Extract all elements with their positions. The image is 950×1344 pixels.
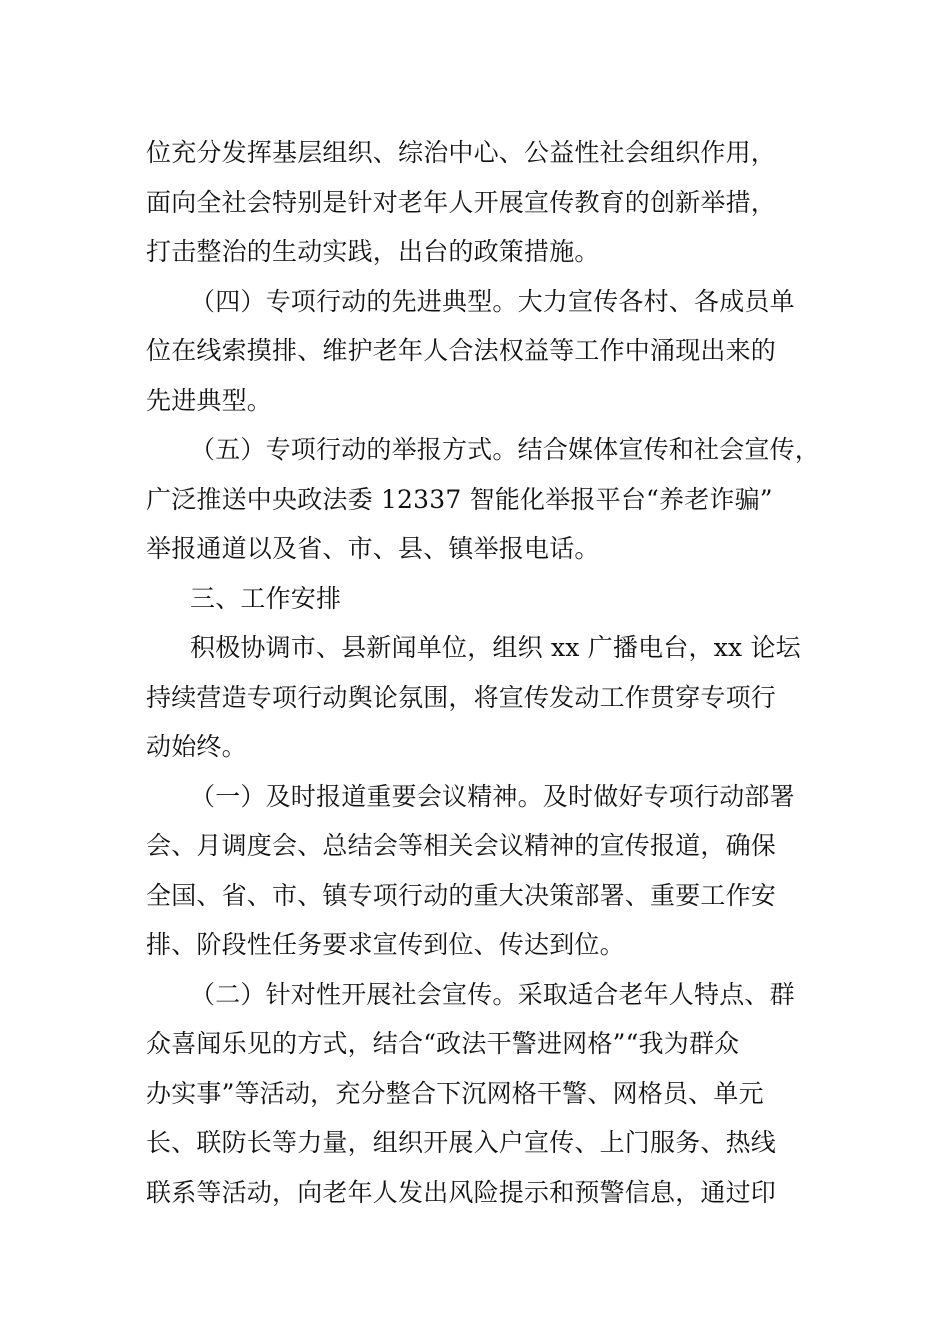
body-line: 先进典型。 (146, 385, 273, 415)
body-line: 排、阶段性任务要求宣传到位、传达到位。 (146, 930, 625, 959)
body-line: 众喜闻乐见的方式，结合“政法干警进网格”“我为群众 (146, 1029, 740, 1058)
body-line: 位充分发挥基层组织、综治中心、公益性社会组织作用， (146, 138, 777, 167)
body-line: 联系等活动，向老年人发出风险提示和预警信息，通过印 (146, 1177, 777, 1207)
body-line: 全国、省、市、镇专项行动的重大决策部署、重要工作安 (146, 880, 777, 910)
body-line: 会、月调度会、总结会等相关会议精神的宣传报道，确保 (146, 831, 777, 860)
paragraph-first-line: （一）及时报道重要会议精神。及时做好专项行动部署 (190, 781, 795, 811)
body-line: 面向全社会特别是针对老年人开展宣传教育的创新举措， (146, 187, 777, 217)
body-line: 广泛推送中央政法委 12337 智能化举报平台“养老诈骗” (146, 484, 773, 514)
paragraph-first-line: 积极协调市、县新闻单位，组织 xx 广播电台，xx 论坛 (190, 633, 801, 662)
paragraph-first-line: （五）专项行动的举报方式。结合媒体宣传和社会宣传， (190, 435, 821, 464)
document-body (146, 128, 826, 1217)
section-heading: 三、工作安排 (190, 583, 342, 613)
body-line: 位在线索摸排、维护老年人合法权益等工作中涌现出来的 (146, 336, 777, 365)
body-line: 举报通道以及省、市、县、镇举报电话。 (146, 534, 600, 563)
body-line: 长、联防长等力量，组织开展入户宣传、上门服务、热线 (146, 1128, 777, 1157)
body-line: 动始终。 (146, 732, 247, 761)
body-line: 打击整治的生动实践，出台的政策措施。 (146, 237, 600, 266)
paragraph-first-line: （二）针对性开展社会宣传。采取适合老年人特点、群 (190, 979, 795, 1009)
paragraph-first-line: （四）专项行动的先进典型。大力宣传各村、各成员单 (190, 286, 795, 316)
body-line: 持续营造专项行动舆论氛围，将宣传发动工作贯穿专项行 (146, 682, 777, 712)
body-line: 办实事”等活动，充分整合下沉网格干警、网格员、单元 (146, 1078, 764, 1108)
